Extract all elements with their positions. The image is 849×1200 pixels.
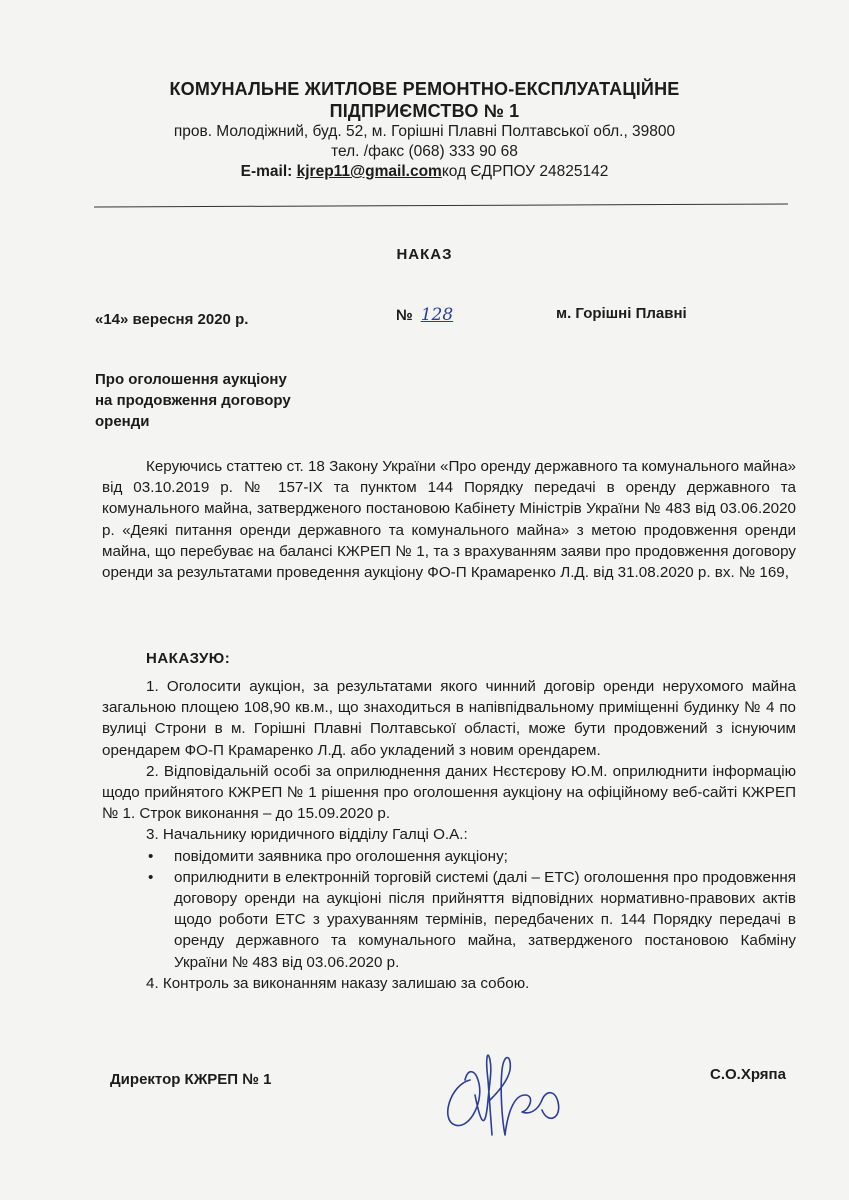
preamble (102, 456, 796, 583)
header-divider (94, 203, 788, 207)
org-name-line2: ПІДПРИЄМСТВО № 1 (329, 101, 520, 121)
order-item-3: 3. Начальнику юридичного відділу Галці О.А.: (146, 826, 468, 844)
email-link[interactable]: kjrep11@gmail.com (296, 163, 442, 180)
order-bullet-1 (102, 846, 796, 867)
subject-line: Про оголошення аукціону (95, 371, 287, 388)
order-number (396, 305, 453, 325)
order-date: «14» вересня 2020 р. (95, 311, 249, 328)
order-bullet-2 (102, 867, 796, 973)
org-email-line (0, 162, 849, 182)
edrpou-code: код ЄДРПОУ 24825142 (441, 163, 609, 180)
signer-name: С.О.Хряпа (710, 1066, 786, 1083)
org-address: пров. Молодіжний, буд. 52, м. Горішні Плавні Полтавської обл., 39800 (173, 123, 676, 140)
signer-role: Директор КЖРЕП № 1 (110, 1071, 272, 1088)
order-number-handwritten: 128 (420, 305, 454, 325)
email-label: E-mail: (240, 163, 297, 180)
org-phone: тел. /факс (068) 333 90 68 (331, 143, 518, 160)
order-subject (95, 369, 291, 432)
bullet-text: оприлюднити в електронній торговій системі (далі – ЕТС) оголошення про продовження договору оренди на аукціоні після прийняття відповідних нормативно-правових актів щодо роботи ЕТС з урахуванням термінів, передбачених п. 144 Порядку передачі в оренду державного та комунального майна, затвердженого постановою Кабміну України № 483 від 03.06.2020 р. (174, 868, 796, 971)
org-name-line1: КОМУНАЛЬНЕ ЖИТЛОВЕ РЕМОНТНО-ЕКСПЛУАТАЦІЙНЕ (169, 79, 680, 99)
order-item-1: 1. Оголосити аукціон, за результатами якого чинний договір оренди нерухомого майна загальною площею 108,90 кв.м., що знаходиться в напівпідвальному приміщенні будинку № 4 по вулиці Строни в м. Горішні Плавні Полтавської області, може бути продовжений з існуючим орендарем ФО-П Крамаренко Л.Д. або укладений з новим орендарем. (102, 678, 796, 759)
handwritten-signature (430, 1040, 590, 1150)
subject-line: оренди (95, 413, 150, 430)
order-city: м. Горішні Плавні (556, 305, 687, 322)
subject-line: на продовження договору (95, 392, 291, 409)
bullet-icon: • (148, 847, 154, 865)
letterhead (0, 78, 849, 182)
order-number-label: № (396, 307, 413, 324)
preamble-text: Керуючись статтею ст. 18 Закону України «Про оренду державного та комунального майна» від 03.10.2019 р. № 157-IX та пунктом 144 Порядку передачі в оренду державного та комунального майна, затвердженого постановою Кабінету Міністрів України № 483 від 03.06.2020 р. «Деякі питання оренди державного та комунального майна» з метою продовження оренди майна, що перебуває на балансі КЖРЕП № 1, та з врахуванням заяви про продовження договору оренди за результатами проведення аукціону ФО-П Крамаренко Л.Д. від 31.08.2020 р. вх. № 169, (102, 458, 796, 582)
order-items (102, 676, 796, 994)
order-word: НАКАЗУЮ: (146, 650, 231, 667)
bullet-text: повідомити заявника про оголошення аукціону; (174, 847, 508, 865)
order-item-4: 4. Контроль за виконанням наказу залишаю за собою. (146, 974, 530, 992)
bullet-icon: • (148, 868, 154, 886)
order-item-2: 2. Відповідальній особі за оприлюднення даних Нєстєрову Ю.М. оприлюднити інформацію щодо прийнятого КЖРЕП № 1 рішення про оголошення аукціону на офіційному веб-сайті КЖРЕП № 1. Строк виконання – до 15.09.2020 р. (102, 762, 796, 823)
document-title: НАКАЗ (396, 246, 453, 263)
